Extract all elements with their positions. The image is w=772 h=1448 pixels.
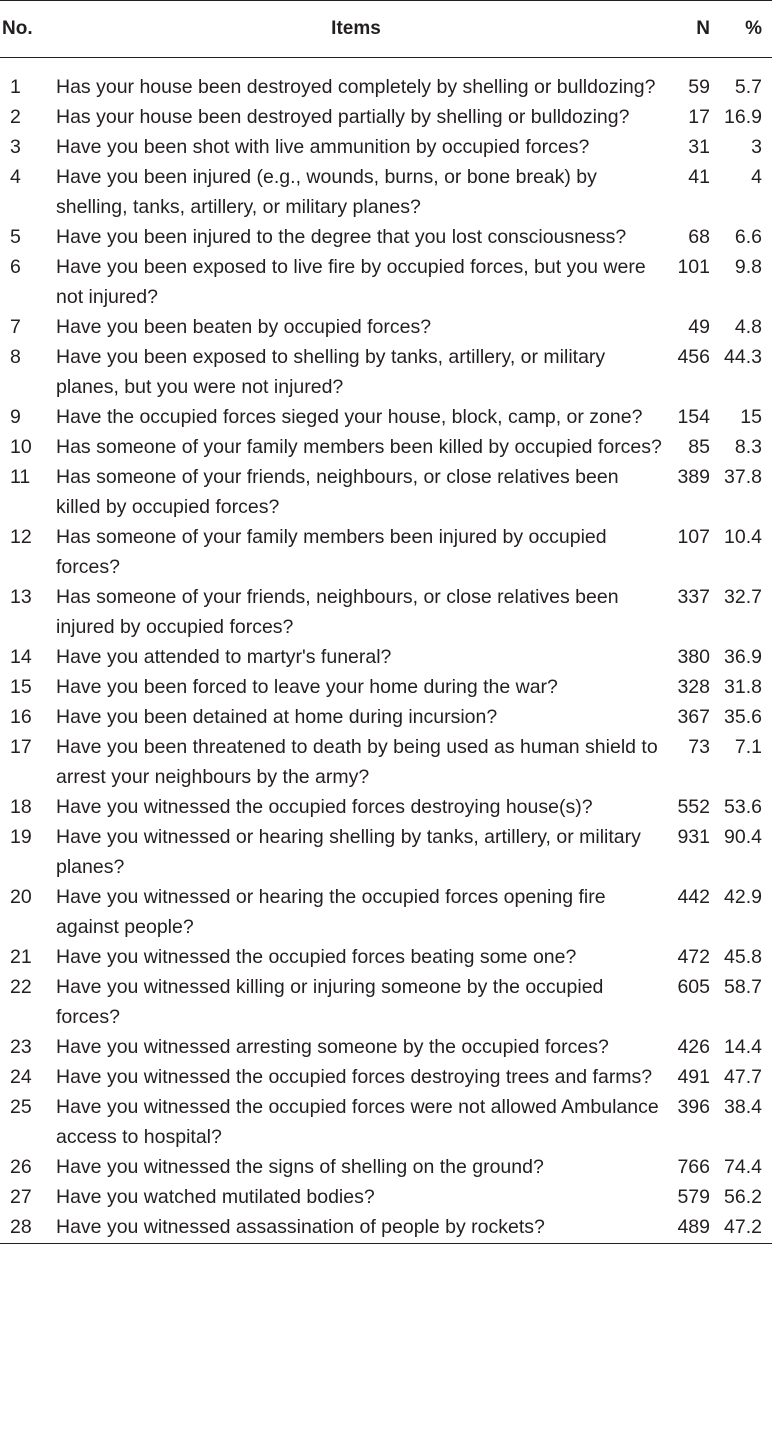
table-row bbox=[0, 432, 772, 462]
row-percent: 38.4 bbox=[724, 1096, 762, 1118]
row-item: Have you witnessed arresting someone by the occupied forces? bbox=[56, 1036, 609, 1058]
row-percent: 45.8 bbox=[724, 946, 762, 968]
row-percent: 56.2 bbox=[724, 1186, 762, 1208]
row-n: 31 bbox=[688, 136, 710, 158]
table-row bbox=[0, 462, 772, 522]
row-number: 12 bbox=[10, 526, 32, 548]
row-item: Have you been injured (e.g., wounds, burns, or bone break) by shelling, tanks, artillery, or military planes? bbox=[56, 166, 597, 218]
table-body bbox=[0, 58, 772, 1244]
row-percent: 7.1 bbox=[734, 736, 762, 758]
table-row bbox=[0, 402, 772, 432]
row-n: 426 bbox=[677, 1036, 710, 1058]
row-item: Has your house been destroyed completely by shelling or bulldozing? bbox=[56, 76, 656, 98]
table-row bbox=[0, 132, 772, 162]
row-percent: 47.7 bbox=[724, 1066, 762, 1088]
row-item: Have you witnessed the signs of shelling on the ground? bbox=[56, 1156, 544, 1178]
table-row bbox=[0, 972, 772, 1032]
row-number: 15 bbox=[10, 676, 32, 698]
row-n: 491 bbox=[677, 1066, 710, 1088]
table-row bbox=[0, 342, 772, 402]
row-number: 21 bbox=[10, 946, 32, 968]
row-number: 28 bbox=[0, 1212, 42, 1244]
table-row bbox=[0, 222, 772, 252]
row-percent: 47.2 bbox=[720, 1212, 772, 1244]
row-number: 23 bbox=[10, 1036, 32, 1058]
row-item: Has someone of your family members been killed by occupied forces? bbox=[56, 436, 662, 458]
row-percent: 44.3 bbox=[724, 346, 762, 368]
row-number: 14 bbox=[10, 646, 32, 668]
table-row bbox=[0, 1152, 772, 1182]
row-percent: 36.9 bbox=[724, 646, 762, 668]
table-row bbox=[0, 102, 772, 132]
table-row bbox=[0, 882, 772, 942]
row-item: Have you been detained at home during incursion? bbox=[56, 706, 498, 728]
row-number: 16 bbox=[10, 706, 32, 728]
row-number: 20 bbox=[10, 886, 32, 908]
row-item: Have you been threatened to death by being used as human shield to arrest your neighbours by the army? bbox=[56, 736, 658, 788]
row-number: 7 bbox=[10, 316, 21, 338]
header-percent: % bbox=[720, 1, 772, 58]
table-row bbox=[0, 582, 772, 642]
row-percent: 90.4 bbox=[724, 826, 762, 848]
header-row bbox=[0, 1, 772, 58]
row-number: 13 bbox=[10, 586, 32, 608]
table-row bbox=[0, 642, 772, 672]
table-row bbox=[0, 522, 772, 582]
row-n: 456 bbox=[677, 346, 710, 368]
table-row bbox=[0, 162, 772, 222]
table-row bbox=[0, 1032, 772, 1062]
row-percent: 35.6 bbox=[724, 706, 762, 728]
row-n: 389 bbox=[677, 466, 710, 488]
header-items: Items bbox=[42, 1, 670, 58]
row-percent: 31.8 bbox=[724, 676, 762, 698]
table-row bbox=[0, 312, 772, 342]
row-item: Has someone of your friends, neighbours, or close relatives been killed by occupied forces? bbox=[56, 466, 619, 518]
row-percent: 53.6 bbox=[724, 796, 762, 818]
row-n: 442 bbox=[677, 886, 710, 908]
row-n: 101 bbox=[677, 256, 710, 278]
row-n: 41 bbox=[688, 166, 710, 188]
row-n: 154 bbox=[677, 406, 710, 428]
row-number: 8 bbox=[10, 346, 21, 368]
row-item: Have you witnessed the occupied forces destroying house(s)? bbox=[56, 796, 593, 818]
row-number: 9 bbox=[10, 406, 21, 428]
row-number: 22 bbox=[10, 976, 32, 998]
row-item: Have you been exposed to shelling by tanks, artillery, or military planes, but you were not injured? bbox=[56, 346, 606, 398]
row-n: 73 bbox=[688, 736, 710, 758]
row-n: 605 bbox=[677, 976, 710, 998]
row-number: 19 bbox=[10, 826, 32, 848]
row-number: 27 bbox=[10, 1186, 32, 1208]
row-percent: 3 bbox=[751, 136, 762, 158]
row-percent: 14.4 bbox=[724, 1036, 762, 1058]
table-row bbox=[0, 732, 772, 792]
row-item: Have you witnessed the occupied forces were not allowed Ambulance access to hospital? bbox=[56, 1096, 659, 1148]
table-row bbox=[0, 252, 772, 312]
row-number: 2 bbox=[10, 106, 21, 128]
row-item: Have you been exposed to live fire by occupied forces, but you were not injured? bbox=[56, 256, 646, 308]
row-number: 5 bbox=[10, 226, 21, 248]
row-percent: 15 bbox=[740, 406, 762, 428]
row-n: 579 bbox=[677, 1186, 710, 1208]
row-n: 472 bbox=[677, 946, 710, 968]
row-percent: 42.9 bbox=[724, 886, 762, 908]
row-n: 766 bbox=[677, 1156, 710, 1178]
table-row bbox=[0, 672, 772, 702]
row-number: 25 bbox=[10, 1096, 32, 1118]
row-number: 18 bbox=[10, 796, 32, 818]
row-n: 59 bbox=[688, 76, 710, 98]
table-row bbox=[0, 792, 772, 822]
row-n: 367 bbox=[677, 706, 710, 728]
row-item: Have you been injured to the degree that you lost consciousness? bbox=[56, 226, 627, 248]
row-item: Have you witnessed assassination of people by rockets? bbox=[42, 1212, 670, 1244]
header-n: N bbox=[670, 1, 720, 58]
row-item: Have you been beaten by occupied forces? bbox=[56, 316, 432, 338]
row-n: 552 bbox=[677, 796, 710, 818]
row-number: 1 bbox=[10, 76, 21, 98]
row-n: 85 bbox=[688, 436, 710, 458]
table-row bbox=[0, 702, 772, 732]
row-number: 6 bbox=[10, 256, 21, 278]
row-n: 396 bbox=[677, 1096, 710, 1118]
row-number: 24 bbox=[10, 1066, 32, 1088]
table-row bbox=[0, 1062, 772, 1092]
row-percent: 8.3 bbox=[734, 436, 762, 458]
row-item: Has someone of your friends, neighbours, or close relatives been injured by occupied forces? bbox=[56, 586, 619, 638]
row-n: 489 bbox=[670, 1212, 720, 1244]
row-percent: 16.9 bbox=[724, 106, 762, 128]
row-percent: 4 bbox=[751, 166, 762, 188]
row-number: 4 bbox=[10, 166, 21, 188]
row-n: 68 bbox=[688, 226, 710, 248]
row-item: Have you been forced to leave your home during the war? bbox=[56, 676, 558, 698]
row-number: 11 bbox=[10, 466, 31, 488]
row-percent: 74.4 bbox=[724, 1156, 762, 1178]
row-n: 107 bbox=[677, 526, 710, 548]
row-item: Have you watched mutilated bodies? bbox=[56, 1186, 375, 1208]
table-row bbox=[0, 942, 772, 972]
row-percent: 37.8 bbox=[724, 466, 762, 488]
row-percent: 5.7 bbox=[734, 76, 762, 98]
row-percent: 6.6 bbox=[734, 226, 762, 248]
header-no: No. bbox=[0, 1, 42, 58]
row-item: Have you witnessed or hearing the occupied forces opening fire against people? bbox=[56, 886, 606, 938]
row-percent: 4.8 bbox=[734, 316, 762, 338]
row-number: 26 bbox=[10, 1156, 32, 1178]
row-item: Have you attended to martyr's funeral? bbox=[56, 646, 392, 668]
row-percent: 32.7 bbox=[724, 586, 762, 608]
row-item: Have you been shot with live ammunition by occupied forces? bbox=[56, 136, 590, 158]
table-row bbox=[0, 1212, 772, 1244]
table-row bbox=[0, 58, 772, 103]
row-n: 49 bbox=[688, 316, 710, 338]
row-item: Have the occupied forces sieged your house, block, camp, or zone? bbox=[56, 406, 643, 428]
row-item: Has someone of your family members been injured by occupied forces? bbox=[56, 526, 607, 578]
row-number: 10 bbox=[10, 436, 32, 458]
row-percent: 9.8 bbox=[734, 256, 762, 278]
row-n: 328 bbox=[677, 676, 710, 698]
row-n: 380 bbox=[677, 646, 710, 668]
row-number: 17 bbox=[10, 736, 32, 758]
row-number: 3 bbox=[10, 136, 21, 158]
table-row bbox=[0, 1182, 772, 1212]
row-item: Has your house been destroyed partially by shelling or bulldozing? bbox=[56, 106, 630, 128]
row-n: 337 bbox=[677, 586, 710, 608]
row-n: 931 bbox=[677, 826, 710, 848]
row-percent: 10.4 bbox=[724, 526, 762, 548]
row-percent: 58.7 bbox=[724, 976, 762, 998]
row-item: Have you witnessed killing or injuring someone by the occupied forces? bbox=[56, 976, 604, 1028]
row-item: Have you witnessed or hearing shelling by tanks, artillery, or military planes? bbox=[56, 826, 641, 878]
row-item: Have you witnessed the occupied forces destroying trees and farms? bbox=[56, 1066, 653, 1088]
table-row bbox=[0, 1092, 772, 1152]
row-item: Have you witnessed the occupied forces beating some one? bbox=[56, 946, 577, 968]
row-n: 17 bbox=[688, 106, 710, 128]
table-row bbox=[0, 822, 772, 882]
